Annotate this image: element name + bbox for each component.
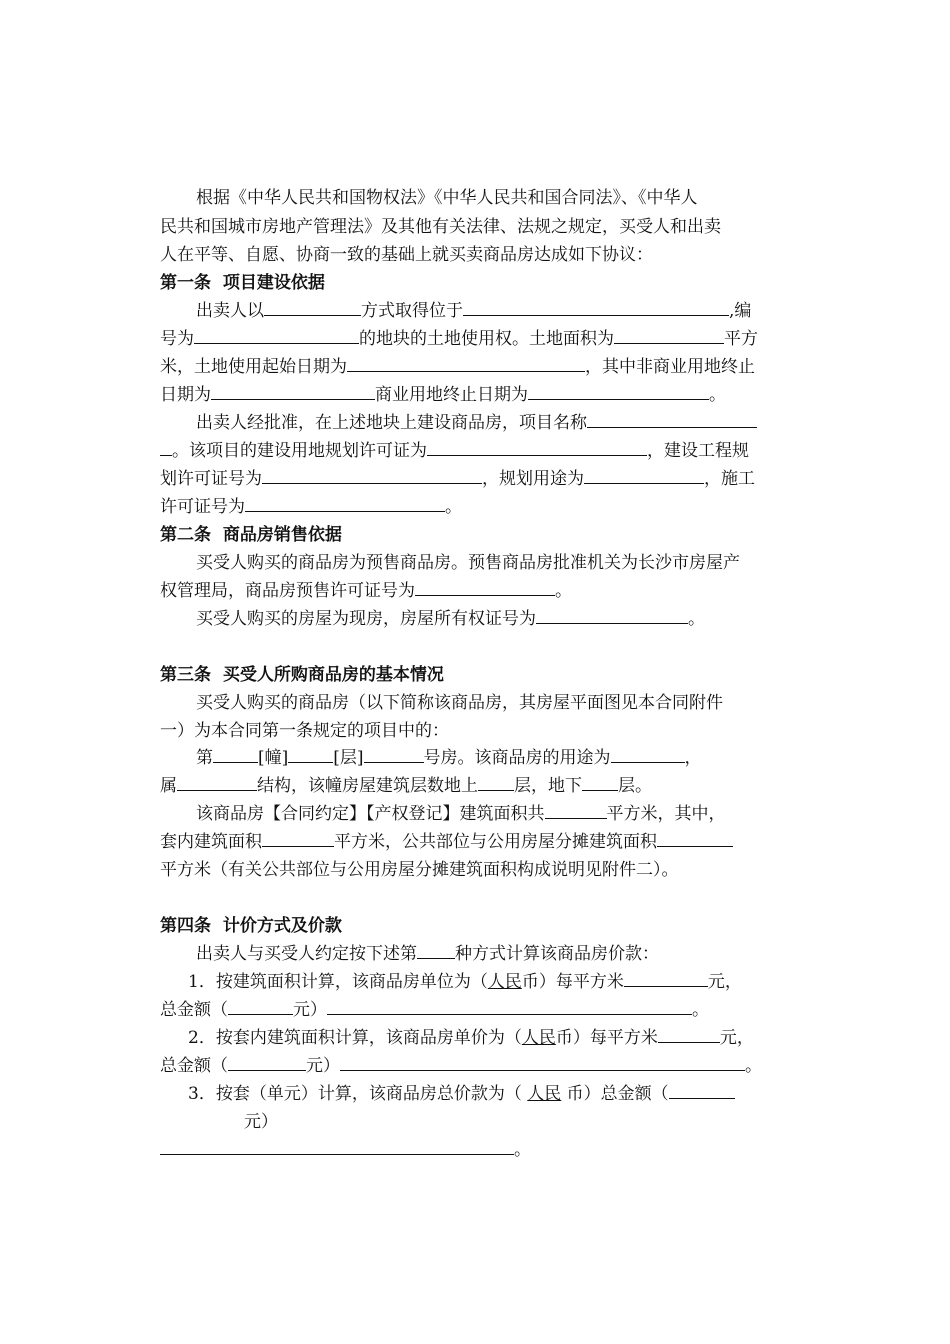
- article-1-line-2: 号为 的地块的土地使用权。土地面积为 平方: [160, 326, 758, 352]
- floors-above-ground-field[interactable]: [478, 773, 514, 791]
- interior-area-field[interactable]: [262, 829, 334, 847]
- pricing-option-1-line-2: 总金额（ 元） 。: [160, 997, 709, 1023]
- article-3-line-5: 该商品房【合同约定】【产权登记】建筑面积共 平方米，其中，: [196, 801, 726, 827]
- shared-area-field[interactable]: [657, 829, 733, 847]
- pricing-option-3-line-1: 3．按套（单元）计算，该商品房总价款为（ 人民 币）总金额（: [188, 1081, 735, 1107]
- structure-type-field[interactable]: [177, 773, 257, 791]
- article-2-line-3: 买受人购买的房屋为现房，房屋所有权证号为 。: [196, 606, 705, 632]
- article-3-line-6: 套内建筑面积 平方米，公共部位与公用房屋分摊建筑面积: [160, 829, 733, 855]
- article-3-title: 第三条 买受人所购商品房的基本情况: [160, 665, 444, 685]
- presale-permit-field[interactable]: [415, 578, 555, 596]
- article-3-line-4: 属 结构，该幢房屋建筑层数地上 层，地下 层。: [160, 773, 652, 799]
- parcel-number-field[interactable]: [194, 326, 359, 344]
- project-name-field-cont[interactable]: [160, 438, 172, 456]
- total-amount-2-field[interactable]: [228, 1053, 306, 1071]
- pricing-option-1-line-1: 1．按建筑面积计算，该商品房单位为（人民币）每平方米 元，: [188, 969, 742, 995]
- pricing-option-3-line-2: 元）: [244, 1112, 278, 1132]
- unit-price-interior-area-field[interactable]: [658, 1025, 720, 1043]
- total-amount-3-field[interactable]: [669, 1081, 735, 1099]
- land-acquisition-method-field[interactable]: [264, 298, 361, 316]
- land-area-field[interactable]: [614, 326, 724, 344]
- pricing-option-2-line-1: 2．按套内建筑面积计算，该商品房单价为（人民币）每平方米 元，: [188, 1025, 754, 1051]
- non-commercial-end-date-field[interactable]: [211, 382, 375, 400]
- article-1-line-6: 。该项目的建设用地规划许可证为 ，建设工程规: [160, 438, 749, 464]
- article-3-line-7: 平方米（有关公共部位与公用房屋分摊建筑面积构成说明见附件二）。: [160, 860, 679, 880]
- land-planning-permit-field[interactable]: [427, 438, 647, 456]
- article-1-line-8: 许可证号为 。: [160, 494, 462, 520]
- total-amount-3-words-field[interactable]: [160, 1137, 514, 1155]
- preamble-line-3: 人在平等、自愿、协商一致的基础上就买卖商品房达成如下协议：: [160, 245, 653, 265]
- article-2-line-2: 权管理局，商品房预售许可证号为 。: [160, 578, 572, 604]
- article-1-line-5: 出卖人经批准，在上述地块上建设商品房，项目名称: [196, 410, 757, 436]
- commercial-end-date-field[interactable]: [528, 382, 709, 400]
- ownership-certificate-field[interactable]: [536, 606, 688, 624]
- unit-price-building-area-field[interactable]: [624, 969, 708, 987]
- land-location-field[interactable]: [463, 298, 729, 316]
- pricing-method-field[interactable]: [417, 941, 455, 959]
- floor-number-field[interactable]: [288, 745, 333, 763]
- article-1-line-4: 日期为 商业用地终止日期为 。: [160, 382, 726, 408]
- preamble-line-1: 根据《中华人民共和国物权法》《中华人民共和国合同法》、《中华人: [196, 188, 698, 208]
- total-amount-2-words-field[interactable]: [340, 1053, 745, 1071]
- project-name-field[interactable]: [587, 410, 757, 428]
- total-amount-1-words-field[interactable]: [327, 997, 692, 1015]
- article-1-line-1: 出卖人以 方式取得位于 ,编: [196, 298, 751, 324]
- article-1-line-3: 米，土地使用起始日期为 ，其中非商业用地终止: [160, 354, 755, 380]
- article-3-line-2: 一）为本合同第一条规定的项目中的：: [160, 721, 449, 741]
- article-3-line-1: 买受人购买的商品房（以下简称该商品房，其房屋平面图见本合同附件: [196, 693, 723, 713]
- article-4-intro: 出卖人与买受人约定按下述第 种方式计算该商品房价款：: [196, 941, 659, 967]
- pricing-option-2-line-2: 总金额（ 元） 。: [160, 1053, 762, 1079]
- article-2-title: 第二条 商品房销售依据: [160, 525, 342, 545]
- article-1-line-7: 划许可证号为 ，规划用途为 ，施工: [160, 466, 755, 492]
- article-3-line-3: 第 [幢] [层] 号房。该商品房的用途为 ，: [196, 745, 702, 771]
- construction-permit-field[interactable]: [245, 494, 445, 512]
- floors-below-ground-field[interactable]: [582, 773, 618, 791]
- building-number-field[interactable]: [213, 745, 258, 763]
- article-4-title: 第四条 计价方式及价款: [160, 916, 342, 936]
- room-number-field[interactable]: [364, 745, 424, 763]
- land-use-start-date-field[interactable]: [347, 354, 585, 372]
- article-2-line-1: 买受人购买的商品房为预售商品房。预售商品房批准机关为长沙市房屋产: [196, 553, 740, 573]
- construction-planning-permit-field[interactable]: [262, 466, 482, 484]
- planned-use-field[interactable]: [584, 466, 704, 484]
- house-usage-field[interactable]: [611, 745, 685, 763]
- preamble-line-2: 民共和国城市房地产管理法》及其他有关法律、法规之规定，买受人和出卖: [160, 217, 721, 237]
- total-floor-area-field[interactable]: [545, 801, 607, 819]
- total-amount-1-field[interactable]: [228, 997, 293, 1015]
- pricing-option-3-line-3: 。: [160, 1137, 531, 1163]
- article-1-title: 第一条 项目建设依据: [160, 273, 325, 293]
